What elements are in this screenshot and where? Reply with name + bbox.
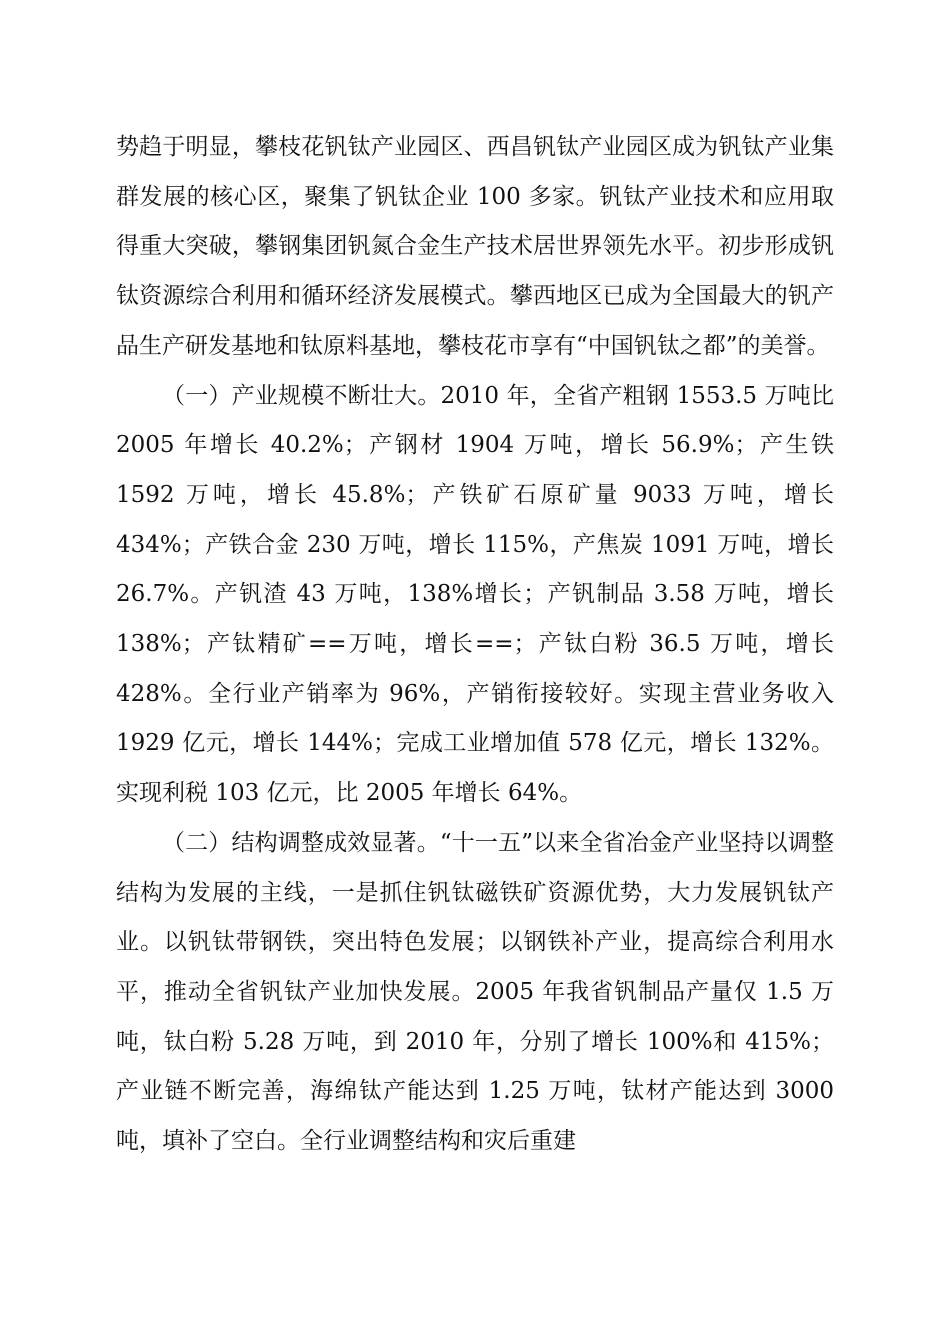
paragraph-structural-adjustment: （二）结构调整成效显著。“十一五”以来全省冶金产业坚持以调整结构为发展的主线，一是抓住钒钛磁铁矿资源优势，大力发展钒钛产业。以钒钛带钢铁，突出特色发展；以钢铁补产业，提高综合利用水平，推动全省钒钛产业加快发展。2005 年我省钒制品产量仅 1.5 万吨，钛白粉 5.28 万吨，到 2010 年，分别了增长 100%和 415%；产业链不断完善，海绵钛产能达到 1.25 万吨，钛材产能达到 3000 吨，填补了空白。全行业调整结构和灾后重建 (116, 829, 834, 1155)
paragraph-industry-scale: （一）产业规模不断壮大。2010 年，全省产粗钢 1553.5 万吨比 2005 年增长 40.2%；产钢材 1904 万吨，增长 56.9%；产生铁 1592 万吨，增长 45.8%；产铁矿石原矿量 9033 万吨，增长 434%；产铁合金 230 万吨，增长 115%，产焦炭 1091 万吨，增长 26.7%。产钒渣 43 万吨，138%增长；产钒制品 3.58 万吨，增长 138%；产钛精矿==万吨，增长==；产钛白粉 36.5 万吨，增长 428%。全行业产销率为 96%，产销衔接较好。实现主营业务收入 1929 亿元，增长 144%；完成工业增加值 578 亿元，增长 132%。实现利税 103 亿元，比 2005 年增长 64%。 (116, 382, 834, 807)
paragraph-continuation: 势趋于明显，攀枝花钒钛产业园区、西昌钒钛产业园区成为钒钛产业集群发展的核心区，聚集了钒钛企业 100 多家。钒钛产业技术和应用取得重大突破，攀钢集团钒氮合金生产技术居世界领先水平。初步形成钒钛资源综合利用和循环经济发展模式。攀西地区已成为全国最大的钒产品生产研发基地和钛原料基地，攀枝花市享有“中国钒钛之都”的美誉。 (116, 134, 834, 359)
document-page (116, 123, 834, 1167)
